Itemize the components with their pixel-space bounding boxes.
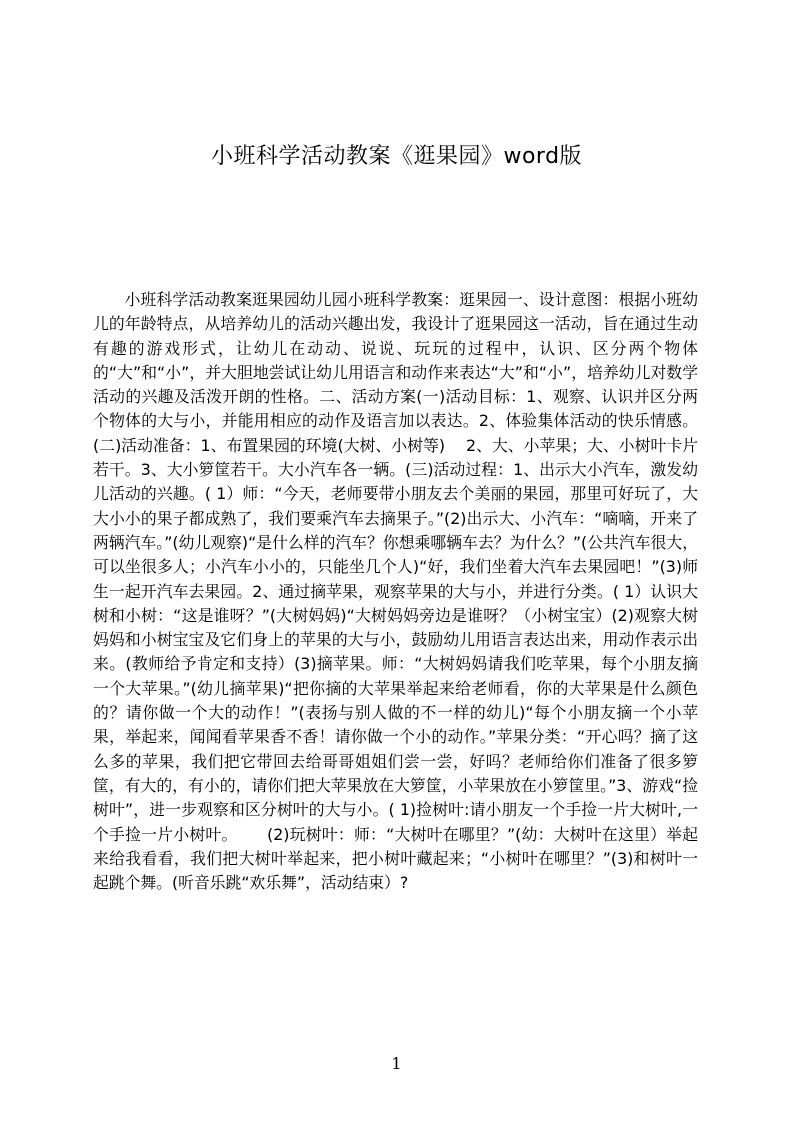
page-number: 1 [391, 1054, 402, 1073]
document-body-paragraph: 小班科学活动教案逛果园幼儿园小班科学教案：逛果园一、设计意图：根据小班幼儿的年龄特点，从培养幼儿的活动兴趣出发，我设计了逛果园这一活动，旨在通过生动有趣的游戏形式，让幼儿在动动、说说、玩玩的过程中，认识、区分两个物体的“大”和“小”，并大胆地尝试让幼儿用语言和动作来表达“大”和“小”，培养幼儿对数学活动的兴趣及活泼开朗的性格。二、活动方案(一)活动目标：1、观察、认识并区分两个物体的大与小，并能用相应的动作及语言加以表达。2、体验集体活动的快乐情感。(二)活动准备：1、布置果园的环境(大树、小树等) 2、大、小苹果；大、小树叶卡片若干。3、大小箩筐若干。大小汽车各一辆。(三)活动过程：1、出示大小汽车，激发幼儿活动的兴趣。( 1）师：“今天，老师要带小朋友去个美丽的果园，那里可好玩了，大大小小的果子都成熟了，我们要乘汽车去摘果子。”(2)出示大、小汽车：“嘀嘀，开来了两辆汽车。”(幼儿观察)“是什么样的汽车？你想乘哪辆车去？为什么？”(公共汽车很大，可以坐很多人；小汽车小小的，只能坐几个人)“好，我们坐着大汽车去果园吧！”(3)师生一起开汽车去果园。2、通过摘苹果，观察苹果的大与小，并进行分类。( 1）认识大树和小树：“这是谁呀？”(大树妈妈)“大树妈妈旁边是谁呀？（小树宝宝）(2)观察大树妈妈和小树宝宝及它们身上的苹果的大与小，鼓励幼儿用语言表达出来，用动作表示出来。(教师给予肯定和支持）(3)摘苹果。师：“大树妈妈请我们吃苹果，每个小朋友摘一个大苹果。”(幼儿摘苹果)“把你摘的大苹果举起来给老师看，你的大苹果是什么颜色的？请你做一个大的动作！”(表扬与别人做的不一样的幼儿)“每个小朋友摘一个小苹果，举起来，闻闻看苹果香不香！请你做一个小的动作。”苹果分类：“开心吗？摘了这么多的苹果，我们把它带回去给哥哥姐姐们尝一尝，好吗？老师给你们准备了很多箩筐，有大的，有小的，请你们把大苹果放在大箩筐，小苹果放在小箩筐里。”3、游戏“捡树叶”，进一步观察和区分树叶的大与小。( 1)捡树叶:请小朋友一个手捡一片大树叶,一个手捡一片小树叶。 (2)玩树叶：师：“大树叶在哪里？”(幼：大树叶在这里）举起来给我看看，我们把大树叶举起来，把小树叶藏起来；“小树叶在哪里？”(3)和树叶一起跳个舞。(听音乐跳“欢乐舞”，活动结束）? [93, 290, 698, 893]
document-title: 小班科学活动教案《逛果园》word版 [210, 144, 583, 169]
